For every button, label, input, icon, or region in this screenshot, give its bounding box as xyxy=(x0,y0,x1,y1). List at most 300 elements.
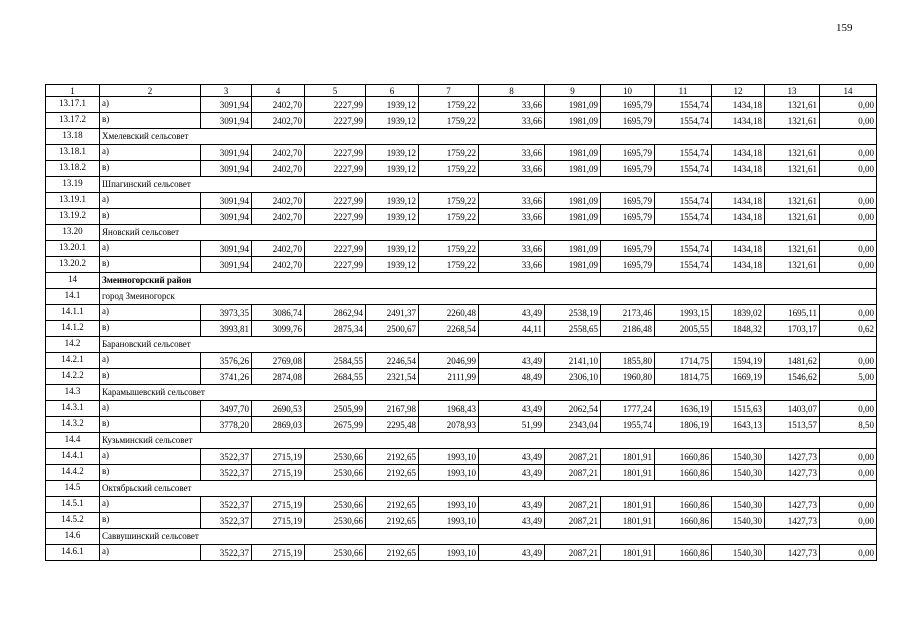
value-cell: 2186,48 xyxy=(601,321,655,337)
table-row xyxy=(46,465,877,481)
value-cell: 1554,74 xyxy=(655,193,712,209)
section-row-end xyxy=(820,273,877,289)
value-cell: 2402,70 xyxy=(252,241,305,257)
value-cell: 1695,79 xyxy=(601,161,655,177)
column-number: 1 xyxy=(46,85,100,97)
row-code: 14.5.2 xyxy=(46,513,100,529)
section-row-end xyxy=(820,385,877,401)
table-row xyxy=(46,417,877,433)
value-cell: 1759,22 xyxy=(419,97,479,113)
value-cell: 1801,91 xyxy=(601,497,655,513)
row-code: 13.18.1 xyxy=(46,145,100,161)
section-row-end xyxy=(820,289,877,305)
table-row xyxy=(46,209,877,225)
value-cell: 1981,09 xyxy=(545,97,601,113)
value-cell: 1660,86 xyxy=(655,513,712,529)
value-cell: 1993,10 xyxy=(419,545,479,561)
value-cell: 1427,73 xyxy=(765,513,820,529)
value-cell: 1801,91 xyxy=(601,545,655,561)
value-cell: 2087,21 xyxy=(545,545,601,561)
value-cell: 1660,86 xyxy=(655,545,712,561)
value-cell: 1321,61 xyxy=(765,241,820,257)
section-row-end xyxy=(820,225,877,241)
value-cell: 1427,73 xyxy=(765,497,820,513)
row-label: в) xyxy=(100,465,201,481)
column-number: 7 xyxy=(419,85,479,97)
value-cell: 3522,37 xyxy=(201,513,252,529)
value-cell: 3576,26 xyxy=(201,353,252,369)
value-cell: 3091,94 xyxy=(201,193,252,209)
column-number: 6 xyxy=(366,85,419,97)
column-number: 4 xyxy=(252,85,305,97)
value-cell: 1321,61 xyxy=(765,113,820,129)
value-cell: 2246,54 xyxy=(366,353,419,369)
value-cell: 3091,94 xyxy=(201,257,252,273)
value-cell: 1848,32 xyxy=(712,321,765,337)
value-cell: 1321,61 xyxy=(765,257,820,273)
row-code: 14.4.2 xyxy=(46,465,100,481)
row-label: а) xyxy=(100,545,201,561)
row-code: 13.19.2 xyxy=(46,209,100,225)
value-cell: 1993,10 xyxy=(419,449,479,465)
value-cell: 1955,74 xyxy=(601,417,655,433)
value-cell: 1660,86 xyxy=(655,449,712,465)
value-cell: 0,00 xyxy=(820,193,877,209)
value-cell: 2192,65 xyxy=(366,497,419,513)
value-cell: 1801,91 xyxy=(601,449,655,465)
value-cell: 2402,70 xyxy=(252,161,305,177)
value-cell: 1540,30 xyxy=(712,545,765,561)
section-row-end xyxy=(820,481,877,497)
section-row xyxy=(46,433,877,449)
section-row xyxy=(46,481,877,497)
value-cell: 0,00 xyxy=(820,257,877,273)
value-cell: 1695,79 xyxy=(601,209,655,225)
value-cell: 1939,12 xyxy=(366,97,419,113)
value-cell: 1939,12 xyxy=(366,241,419,257)
value-cell: 1554,74 xyxy=(655,145,712,161)
value-cell: 1403,07 xyxy=(765,401,820,417)
value-cell: 2715,19 xyxy=(252,497,305,513)
row-label: а) xyxy=(100,193,201,209)
value-cell: 3522,37 xyxy=(201,449,252,465)
section-title: Шпагинский сельсовет xyxy=(100,177,820,193)
section-title: Барановский сельсовет xyxy=(100,337,820,353)
row-label: а) xyxy=(100,401,201,417)
row-code: 14.5 xyxy=(46,481,100,497)
value-cell: 2227,99 xyxy=(305,145,366,161)
value-cell: 33,66 xyxy=(479,113,545,129)
value-cell: 1695,11 xyxy=(765,305,820,321)
value-cell: 2402,70 xyxy=(252,113,305,129)
value-cell: 0,00 xyxy=(820,113,877,129)
value-cell: 1759,22 xyxy=(419,241,479,257)
value-cell: 33,66 xyxy=(479,209,545,225)
value-cell: 1643,13 xyxy=(712,417,765,433)
value-cell: 2402,70 xyxy=(252,257,305,273)
value-cell: 1939,12 xyxy=(366,257,419,273)
section-row xyxy=(46,385,877,401)
value-cell: 43,49 xyxy=(479,401,545,417)
value-cell: 3741,26 xyxy=(201,369,252,385)
section-row xyxy=(46,273,877,289)
value-cell: 2875,34 xyxy=(305,321,366,337)
value-cell: 2192,65 xyxy=(366,513,419,529)
value-cell: 0,00 xyxy=(820,161,877,177)
value-cell: 2530,66 xyxy=(305,497,366,513)
value-cell: 1695,79 xyxy=(601,97,655,113)
section-title: Кузьминский сельсовет xyxy=(100,433,820,449)
value-cell: 0,00 xyxy=(820,209,877,225)
value-cell: 1546,62 xyxy=(765,369,820,385)
value-cell: 0,00 xyxy=(820,545,877,561)
value-cell: 33,66 xyxy=(479,97,545,113)
value-cell: 1714,75 xyxy=(655,353,712,369)
value-cell: 2402,70 xyxy=(252,97,305,113)
row-code: 14.4 xyxy=(46,433,100,449)
row-code: 13.20.2 xyxy=(46,257,100,273)
value-cell: 1554,74 xyxy=(655,257,712,273)
value-cell: 1759,22 xyxy=(419,193,479,209)
value-cell: 1777,24 xyxy=(601,401,655,417)
value-cell: 0,00 xyxy=(820,497,877,513)
section-row xyxy=(46,289,877,305)
value-cell: 1513,57 xyxy=(765,417,820,433)
value-cell: 1594,19 xyxy=(712,353,765,369)
value-cell: 2558,65 xyxy=(545,321,601,337)
row-label: в) xyxy=(100,113,201,129)
row-label: а) xyxy=(100,145,201,161)
table-row xyxy=(46,321,877,337)
table-row xyxy=(46,97,877,113)
value-cell: 2173,46 xyxy=(601,305,655,321)
value-cell: 3086,74 xyxy=(252,305,305,321)
column-number: 5 xyxy=(305,85,366,97)
value-cell: 2192,65 xyxy=(366,465,419,481)
value-cell: 1981,09 xyxy=(545,209,601,225)
value-cell: 1981,09 xyxy=(545,241,601,257)
section-title: Карамышевский сельсовет xyxy=(100,385,820,401)
value-cell: 1993,15 xyxy=(655,305,712,321)
value-cell: 0,00 xyxy=(820,401,877,417)
value-cell: 5,00 xyxy=(820,369,877,385)
value-cell: 43,49 xyxy=(479,497,545,513)
section-row xyxy=(46,337,877,353)
value-cell: 1939,12 xyxy=(366,113,419,129)
row-code: 14.6 xyxy=(46,529,100,545)
table-row xyxy=(46,545,877,561)
table-row xyxy=(46,513,877,529)
value-cell: 2227,99 xyxy=(305,209,366,225)
value-cell: 1939,12 xyxy=(366,161,419,177)
section-title: Яновский сельсовет xyxy=(100,225,820,241)
section-row-end xyxy=(820,433,877,449)
value-cell: 2087,21 xyxy=(545,449,601,465)
value-cell: 1434,18 xyxy=(712,193,765,209)
value-cell: 43,49 xyxy=(479,545,545,561)
section-row xyxy=(46,177,877,193)
value-cell: 3993,81 xyxy=(201,321,252,337)
value-cell: 2192,65 xyxy=(366,545,419,561)
value-cell: 3522,37 xyxy=(201,465,252,481)
value-cell: 1695,79 xyxy=(601,113,655,129)
value-cell: 1540,30 xyxy=(712,465,765,481)
value-cell: 1981,09 xyxy=(545,193,601,209)
row-label: в) xyxy=(100,161,201,177)
row-code: 13.19 xyxy=(46,177,100,193)
value-cell: 0,00 xyxy=(820,305,877,321)
value-cell: 2227,99 xyxy=(305,161,366,177)
value-cell: 2715,19 xyxy=(252,449,305,465)
value-cell: 1993,10 xyxy=(419,465,479,481)
value-cell: 1540,30 xyxy=(712,513,765,529)
value-cell: 1759,22 xyxy=(419,145,479,161)
value-cell: 33,66 xyxy=(479,257,545,273)
value-cell: 43,49 xyxy=(479,465,545,481)
table-row xyxy=(46,193,877,209)
value-cell: 2227,99 xyxy=(305,97,366,113)
value-cell: 0,00 xyxy=(820,465,877,481)
section-row xyxy=(46,529,877,545)
value-cell: 1759,22 xyxy=(419,209,479,225)
table-row xyxy=(46,449,877,465)
value-cell: 2062,54 xyxy=(545,401,601,417)
value-cell: 1321,61 xyxy=(765,145,820,161)
value-cell: 2227,99 xyxy=(305,113,366,129)
value-cell: 1321,61 xyxy=(765,193,820,209)
value-cell: 2538,19 xyxy=(545,305,601,321)
row-code: 14.1 xyxy=(46,289,100,305)
value-cell: 2046,99 xyxy=(419,353,479,369)
value-cell: 1695,79 xyxy=(601,145,655,161)
value-cell: 1960,80 xyxy=(601,369,655,385)
value-cell: 2530,66 xyxy=(305,513,366,529)
value-cell: 33,66 xyxy=(479,193,545,209)
value-cell: 2167,98 xyxy=(366,401,419,417)
table-row xyxy=(46,145,877,161)
value-cell: 2869,03 xyxy=(252,417,305,433)
value-cell: 43,49 xyxy=(479,353,545,369)
value-cell: 0,00 xyxy=(820,449,877,465)
value-cell: 1839,02 xyxy=(712,305,765,321)
row-code: 14.2 xyxy=(46,337,100,353)
value-cell: 3522,37 xyxy=(201,497,252,513)
row-code: 14.6.1 xyxy=(46,545,100,561)
row-code: 13.18 xyxy=(46,129,100,145)
row-label: а) xyxy=(100,97,201,113)
value-cell: 3522,37 xyxy=(201,545,252,561)
row-label: в) xyxy=(100,417,201,433)
row-code: 14.5.1 xyxy=(46,497,100,513)
value-cell: 1540,30 xyxy=(712,449,765,465)
value-cell: 1434,18 xyxy=(712,209,765,225)
value-cell: 2402,70 xyxy=(252,209,305,225)
row-code: 13.19.1 xyxy=(46,193,100,209)
value-cell: 1321,61 xyxy=(765,161,820,177)
value-cell: 2268,54 xyxy=(419,321,479,337)
column-number: 12 xyxy=(712,85,765,97)
value-cell: 1968,43 xyxy=(419,401,479,417)
value-cell: 1939,12 xyxy=(366,209,419,225)
table-row xyxy=(46,241,877,257)
value-cell: 2584,55 xyxy=(305,353,366,369)
value-cell: 2874,08 xyxy=(252,369,305,385)
column-number: 2 xyxy=(100,85,201,97)
section-title: Змеиногорский район xyxy=(100,273,820,289)
value-cell: 8,50 xyxy=(820,417,877,433)
value-cell: 2192,65 xyxy=(366,449,419,465)
value-cell: 43,49 xyxy=(479,449,545,465)
value-cell: 2675,99 xyxy=(305,417,366,433)
section-title: Хмелевский сельсовет xyxy=(100,129,820,145)
value-cell: 1515,63 xyxy=(712,401,765,417)
table-row xyxy=(46,113,877,129)
value-cell: 1427,73 xyxy=(765,449,820,465)
value-cell: 1554,74 xyxy=(655,161,712,177)
row-code: 14.3 xyxy=(46,385,100,401)
table-row xyxy=(46,257,877,273)
value-cell: 2343,04 xyxy=(545,417,601,433)
value-cell: 2260,48 xyxy=(419,305,479,321)
value-cell: 2715,19 xyxy=(252,545,305,561)
value-cell: 1434,18 xyxy=(712,145,765,161)
value-cell: 1993,10 xyxy=(419,513,479,529)
value-cell: 0,00 xyxy=(820,241,877,257)
row-label: а) xyxy=(100,241,201,257)
row-code: 13.20 xyxy=(46,225,100,241)
row-code: 14.4.1 xyxy=(46,449,100,465)
value-cell: 1801,91 xyxy=(601,465,655,481)
section-row-end xyxy=(820,529,877,545)
value-cell: 43,49 xyxy=(479,305,545,321)
value-cell: 1554,74 xyxy=(655,97,712,113)
value-cell: 1993,10 xyxy=(419,497,479,513)
value-cell: 1554,74 xyxy=(655,113,712,129)
value-cell: 2087,21 xyxy=(545,465,601,481)
value-cell: 1939,12 xyxy=(366,145,419,161)
value-cell: 2078,93 xyxy=(419,417,479,433)
value-cell: 1759,22 xyxy=(419,257,479,273)
value-cell: 1939,12 xyxy=(366,193,419,209)
value-cell: 1540,30 xyxy=(712,497,765,513)
value-cell: 3091,94 xyxy=(201,113,252,129)
value-cell: 1554,74 xyxy=(655,209,712,225)
row-code: 14.3.1 xyxy=(46,401,100,417)
value-cell: 2530,66 xyxy=(305,465,366,481)
table-row xyxy=(46,401,877,417)
value-cell: 1427,73 xyxy=(765,465,820,481)
value-cell: 1981,09 xyxy=(545,161,601,177)
section-row-end xyxy=(820,337,877,353)
value-cell: 2715,19 xyxy=(252,513,305,529)
column-number: 14 xyxy=(820,85,877,97)
table-row xyxy=(46,369,877,385)
row-code: 14.2.1 xyxy=(46,353,100,369)
value-cell: 2321,54 xyxy=(366,369,419,385)
value-cell: 51,99 xyxy=(479,417,545,433)
value-cell: 2087,21 xyxy=(545,513,601,529)
section-title: город Змеиногорск xyxy=(100,289,820,305)
value-cell: 2087,21 xyxy=(545,497,601,513)
value-cell: 3091,94 xyxy=(201,241,252,257)
table-row xyxy=(46,353,877,369)
value-cell: 3091,94 xyxy=(201,97,252,113)
tariff-table xyxy=(45,84,877,561)
value-cell: 2862,94 xyxy=(305,305,366,321)
value-cell: 2295,48 xyxy=(366,417,419,433)
row-code: 14.1.2 xyxy=(46,321,100,337)
value-cell: 1801,91 xyxy=(601,513,655,529)
value-cell: 1321,61 xyxy=(765,209,820,225)
section-row-end xyxy=(820,177,877,193)
table-row xyxy=(46,497,877,513)
value-cell: 1481,62 xyxy=(765,353,820,369)
value-cell: 1427,73 xyxy=(765,545,820,561)
value-cell: 1806,19 xyxy=(655,417,712,433)
value-cell: 3778,20 xyxy=(201,417,252,433)
value-cell: 0,00 xyxy=(820,513,877,529)
value-cell: 3091,94 xyxy=(201,209,252,225)
column-number: 9 xyxy=(545,85,601,97)
value-cell: 1855,80 xyxy=(601,353,655,369)
value-cell: 33,66 xyxy=(479,145,545,161)
row-label: а) xyxy=(100,449,201,465)
value-cell: 0,00 xyxy=(820,97,877,113)
value-cell: 1321,61 xyxy=(765,97,820,113)
value-cell: 2306,10 xyxy=(545,369,601,385)
row-code: 13.17.1 xyxy=(46,97,100,113)
value-cell: 1695,79 xyxy=(601,193,655,209)
row-code: 14 xyxy=(46,273,100,289)
value-cell: 0,00 xyxy=(820,353,877,369)
section-title: Октябрьский сельсовет xyxy=(100,481,820,497)
value-cell: 2402,70 xyxy=(252,145,305,161)
section-row xyxy=(46,129,877,145)
value-cell: 1981,09 xyxy=(545,257,601,273)
value-cell: 3497,70 xyxy=(201,401,252,417)
value-cell: 1695,79 xyxy=(601,257,655,273)
value-cell: 2690,53 xyxy=(252,401,305,417)
row-code: 13.17.2 xyxy=(46,113,100,129)
value-cell: 2530,66 xyxy=(305,449,366,465)
value-cell: 1759,22 xyxy=(419,113,479,129)
table-body xyxy=(46,85,877,561)
value-cell: 2715,19 xyxy=(252,465,305,481)
column-number: 8 xyxy=(479,85,545,97)
page-number: 159 xyxy=(836,22,853,34)
table-row xyxy=(46,305,877,321)
row-label: в) xyxy=(100,321,201,337)
value-cell: 2005,55 xyxy=(655,321,712,337)
value-cell: 1434,18 xyxy=(712,241,765,257)
value-cell: 2111,99 xyxy=(419,369,479,385)
value-cell: 1636,19 xyxy=(655,401,712,417)
value-cell: 1814,75 xyxy=(655,369,712,385)
row-code: 14.2.2 xyxy=(46,369,100,385)
value-cell: 0,62 xyxy=(820,321,877,337)
value-cell: 2227,99 xyxy=(305,241,366,257)
value-cell: 1434,18 xyxy=(712,97,765,113)
value-cell: 1434,18 xyxy=(712,161,765,177)
value-cell: 33,66 xyxy=(479,241,545,257)
row-code: 13.18.2 xyxy=(46,161,100,177)
value-cell: 3091,94 xyxy=(201,161,252,177)
value-cell: 43,49 xyxy=(479,513,545,529)
value-cell: 2505,99 xyxy=(305,401,366,417)
section-row-end xyxy=(820,129,877,145)
column-number: 3 xyxy=(201,85,252,97)
value-cell: 1669,19 xyxy=(712,369,765,385)
